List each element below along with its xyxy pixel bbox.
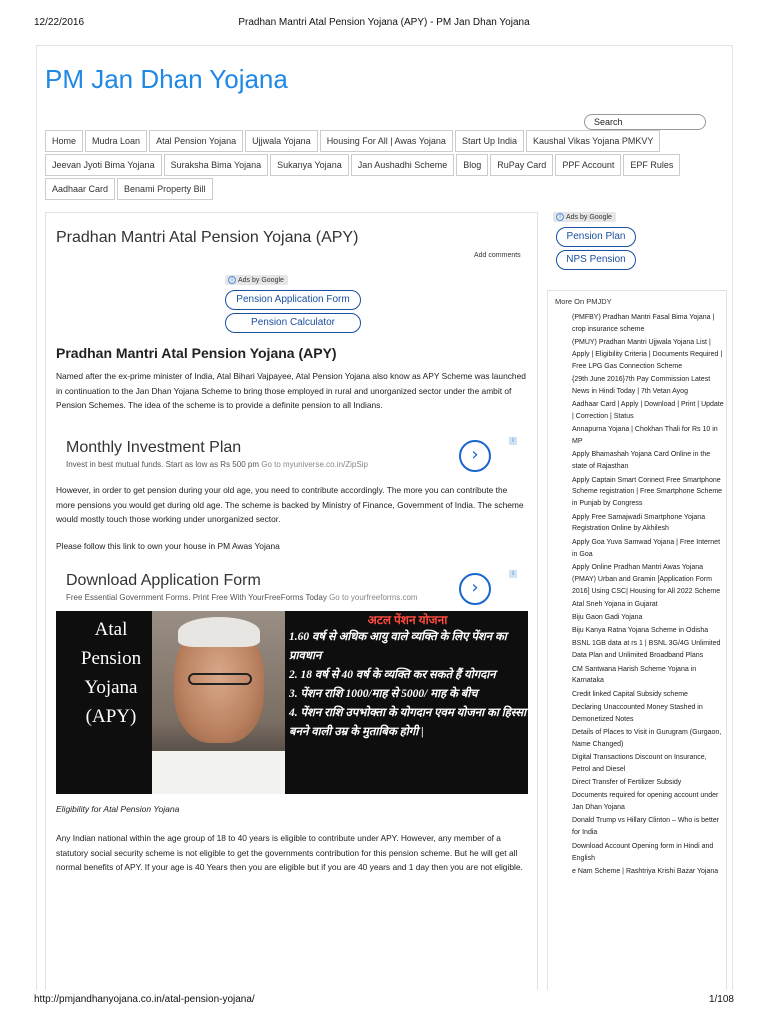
more-link-item[interactable]: Apply Online Pradhan Mantri Awas Yojana (PMAY) Urban and Gramin [Application Form 2016] Using CSC| Housing for All 2022 Scheme [572, 563, 721, 595]
banner-left-text [66, 615, 156, 731]
nav-item-aadhaar-card[interactable]: Aadhaar Card [45, 178, 115, 200]
ad-monthly-investment-plan[interactable] [56, 435, 526, 481]
ads-by-google-label[interactable] [553, 212, 616, 222]
paragraph-intro: Named after the ex-prime minister of India, Atal Bihari Vajpayee, Atal Pension Yojana also know as APY Scheme was launched in continuation to the Jan Dhan Yojana Scheme to bring those employed in rural and unorganized sector under the ambit of Pension Schemes. The idea of the scheme is to provide a definite pension to all Indians. [56, 371, 526, 410]
ads-by-google-label[interactable] [225, 275, 288, 285]
paragraph-contribution: However, in order to get pension during your old age, you need to contribute accordingly. The more you can contribute the more pensions you would get during old age. The scheme is backed by Ministry of Finance, Government of India. The scheme would mostly touch those working under unorganized sector. [56, 485, 524, 524]
nav-item-atal-pension-yojana[interactable]: Atal Pension Yojana [149, 130, 243, 152]
nav-item-housing-for-all-awas-yojana[interactable]: Housing For All | Awas Yojana [320, 130, 453, 152]
post-content [45, 212, 538, 990]
paragraph-awas-link[interactable]: Please follow this link to own your house in PM Awas Yojana [56, 541, 280, 551]
more-link-item[interactable]: Details of Places to Visit in Gurugram (Gurgaon, Name Changed) [572, 728, 722, 748]
portrait-photo [152, 611, 285, 794]
ad-link-nps-pension[interactable]: NPS Pension [556, 250, 636, 270]
post-title[interactable]: Pradhan Mantri Atal Pension Yojana (APY) [56, 229, 359, 246]
more-links-list [548, 312, 728, 879]
more-link-item[interactable]: (PMUY) Pradhan Mantri Ujjwala Yojana List | Apply | Eligibility Criteria | Documents Required | Free LPG Gas Connection Scheme [572, 339, 723, 370]
more-link-item[interactable]: Direct Transfer of Fertilizer Subsidy [572, 779, 682, 787]
more-link-item[interactable]: (PMFBY) Pradhan Mantri Fasal Bima Yojana | crop insurance scheme [572, 314, 715, 333]
more-link-item[interactable]: Documents required for opening account under Jan Dhan Yojana [572, 792, 719, 812]
ad-title[interactable]: Download Application Form [66, 572, 261, 589]
more-link-item[interactable]: Biju Gaon Gadi Yojana [572, 614, 643, 622]
banner-left-line: Pension [80, 648, 142, 669]
nav-item-home[interactable]: Home [45, 130, 83, 152]
more-link-item[interactable]: Credit linked Capital Subsidy scheme [572, 690, 688, 698]
more-link-item[interactable]: Annapurna Yojana | Chokhan Thali for Rs 10 in MP [572, 426, 718, 446]
page-frame [36, 45, 733, 990]
banner-right-line: 4. पेंशन राशि उपभोक्ता के योगदान एवम योजना का हिस्सा बनने वाली उम्र के मुताबिक होगी | [289, 707, 527, 738]
ad-description-text: Invest in best mutual funds. Start as low as Rs 500 pm [66, 460, 259, 469]
more-link-item[interactable]: BSNL 1GB data at rs 1 | BSNL 3G/4G Unlimited Data Plan and Unlimited Broadband Plans [572, 640, 721, 660]
ad-description [66, 460, 368, 469]
more-link-item[interactable]: Donald Trump vs Hillary Clinton – Who is better for India [572, 817, 720, 837]
more-link-item[interactable]: Biju Kanya Ratna Yojana Scheme in Odisha [572, 627, 709, 635]
nav-row [45, 130, 731, 154]
ad-description [66, 593, 418, 602]
nav-row [45, 154, 731, 178]
chevron-right-icon[interactable]: › [459, 440, 491, 472]
print-title: Pradhan Mantri Atal Pension Yojana (APY) - PM Jan Dhan Yojana [238, 17, 530, 28]
portrait-glasses [188, 673, 252, 685]
ads-label-text: Ads by Google [238, 276, 284, 284]
ad-url[interactable]: Go to yourfreeforms.com [329, 593, 418, 602]
more-link-item[interactable]: Declaring Unaccounted Money Stashed in Demonetized Notes [572, 703, 703, 723]
ad-description-text: Free Essential Government Forms. Print Free With YourFreeForms Today [66, 593, 327, 602]
banner-right-title: अटल पेंशन योजना [367, 613, 448, 627]
banner-left-line: Atal [94, 619, 128, 640]
more-link-item[interactable]: Digital Transactions Discount on Insurance, Petrol and Diesel [572, 754, 707, 773]
print-url: http://pmjandhanyojana.co.in/atal-pension-yojana/ [34, 994, 255, 1005]
ad-download-application-form[interactable] [56, 568, 526, 614]
more-link-item[interactable]: Apply Bhamashah Yojana Card Online in the state of Rajasthan [572, 451, 711, 471]
more-link-item[interactable]: Atal Sneh Yojana in Gujarat [572, 600, 658, 608]
info-icon: i [556, 213, 564, 221]
nav-item-kaushal-vikas-yojana-pmkvy[interactable]: Kaushal Vikas Yojana PMKVY [526, 130, 660, 152]
print-page-number: 1/108 [708, 994, 734, 1005]
more-link-item[interactable]: Apply Captain Smart Connect Free Smartphone Scheme registration | Free Smartphone Scheme in Punjab by Congress [572, 476, 723, 508]
nav-item-mudra-loan[interactable]: Mudra Loan [85, 130, 147, 152]
main-nav [45, 130, 731, 202]
ad-url[interactable]: Go to myuniverse.co.in/ZipSip [261, 460, 368, 469]
print-header [34, 17, 734, 31]
print-date: 12/22/2016 [34, 17, 85, 28]
paragraph-eligibility: Any Indian national within the age group of 18 to 40 years is eligible to contribute under APY. However, any member of a statutory social security scheme is not eligible to get the governments contribution for this pension scheme. But he will get all normal benefits of APY. If your age is 40 Years then you are eligible but if you are 40 years and 1 day then you are not eligible. [56, 833, 523, 872]
ad-title[interactable]: Monthly Investment Plan [66, 439, 242, 456]
widget-title: More On PMJDY [555, 297, 612, 306]
banner-left-line: Yojana [84, 677, 138, 698]
banner-right-line: 3. पेंशन राशि 1000/माह से 5000/ माह के बीच [289, 688, 478, 700]
ads-label-text: Ads by Google [566, 213, 612, 221]
chevron-right-icon[interactable]: › [459, 573, 491, 605]
nav-item-epf-rules[interactable]: EPF Rules [623, 154, 680, 176]
banner-left-line: (APY) [85, 706, 137, 727]
banner-right-line: 2. 18 वर्ष से 40 वर्ष के व्यक्ति कर सकते हैं योगदान [289, 669, 496, 681]
ad-link-pension-calculator[interactable]: Pension Calculator [225, 313, 361, 333]
nav-item-start-up-india[interactable]: Start Up India [455, 130, 524, 152]
more-link-item[interactable]: e Nam Scheme | Rashtriya Krishi Bazar Yojana [572, 867, 719, 875]
more-link-item[interactable]: CM Santwana Harish Scheme Yojana in Karnataka [572, 665, 697, 685]
article-heading: Pradhan Mantri Atal Pension Yojana (APY) [56, 345, 337, 361]
adchoices-icon[interactable]: i [509, 570, 517, 578]
nav-item-suraksha-bima-yojana[interactable]: Suraksha Bima Yojana [164, 154, 269, 176]
ad-link-pension-application-form[interactable]: Pension Application Form [225, 290, 361, 310]
ad-link-pension-plan[interactable]: Pension Plan [556, 227, 636, 247]
portrait-hair [178, 617, 260, 647]
more-link-item[interactable]: Aadhaar Card | Apply | Download | Print | Update | Correction | Status [572, 401, 724, 421]
apy-banner-image [56, 611, 528, 794]
more-link-item[interactable]: {29th June 2016}7th Pay Commission Latest News in Hindi Today | 7th Vetan Ayog [572, 376, 711, 396]
more-link-item[interactable]: Apply Goa Yuva Samwad Yojana | Free Internet in Goa [572, 538, 721, 558]
add-comments-link[interactable]: Add comments [474, 252, 521, 259]
nav-item-jeevan-jyoti-bima-yojana[interactable]: Jeevan Jyoti Bima Yojana [45, 154, 162, 176]
nav-item-ujjwala-yojana[interactable]: Ujjwala Yojana [245, 130, 318, 152]
more-link-item[interactable]: Apply Free Samajwadi Smartphone Yojana Registration Online by Akhilesh [572, 513, 706, 533]
nav-item-ppf-account[interactable]: PPF Account [555, 154, 621, 176]
nav-item-sukanya-yojana[interactable]: Sukanya Yojana [270, 154, 349, 176]
nav-item-blog[interactable]: Blog [456, 154, 488, 176]
banner-right-line: 1.60 वर्ष से अधिक आयु वाले व्यक्ति के लिए पेंशन का प्रावधान [289, 631, 507, 662]
banner-right-text [287, 611, 528, 794]
nav-item-rupay-card[interactable]: RuPay Card [490, 154, 553, 176]
portrait-shirt [152, 751, 285, 794]
print-footer [34, 994, 734, 1008]
site-title[interactable]: PM Jan Dhan Yojana [45, 64, 288, 94]
info-icon: i [228, 276, 236, 284]
more-link-item[interactable]: Download Account Opening form in Hindi and English [572, 842, 714, 862]
eligibility-heading: Eligibility for Atal Pension Yojana [56, 804, 180, 814]
adchoices-icon[interactable]: i [509, 437, 517, 445]
more-on-pmjdy-widget [547, 290, 727, 990]
nav-item-benami-property-bill[interactable]: Benami Property Bill [117, 178, 213, 200]
nav-item-jan-aushadhi-scheme[interactable]: Jan Aushadhi Scheme [351, 154, 455, 176]
search-input[interactable] [584, 114, 706, 130]
nav-row [45, 178, 731, 202]
